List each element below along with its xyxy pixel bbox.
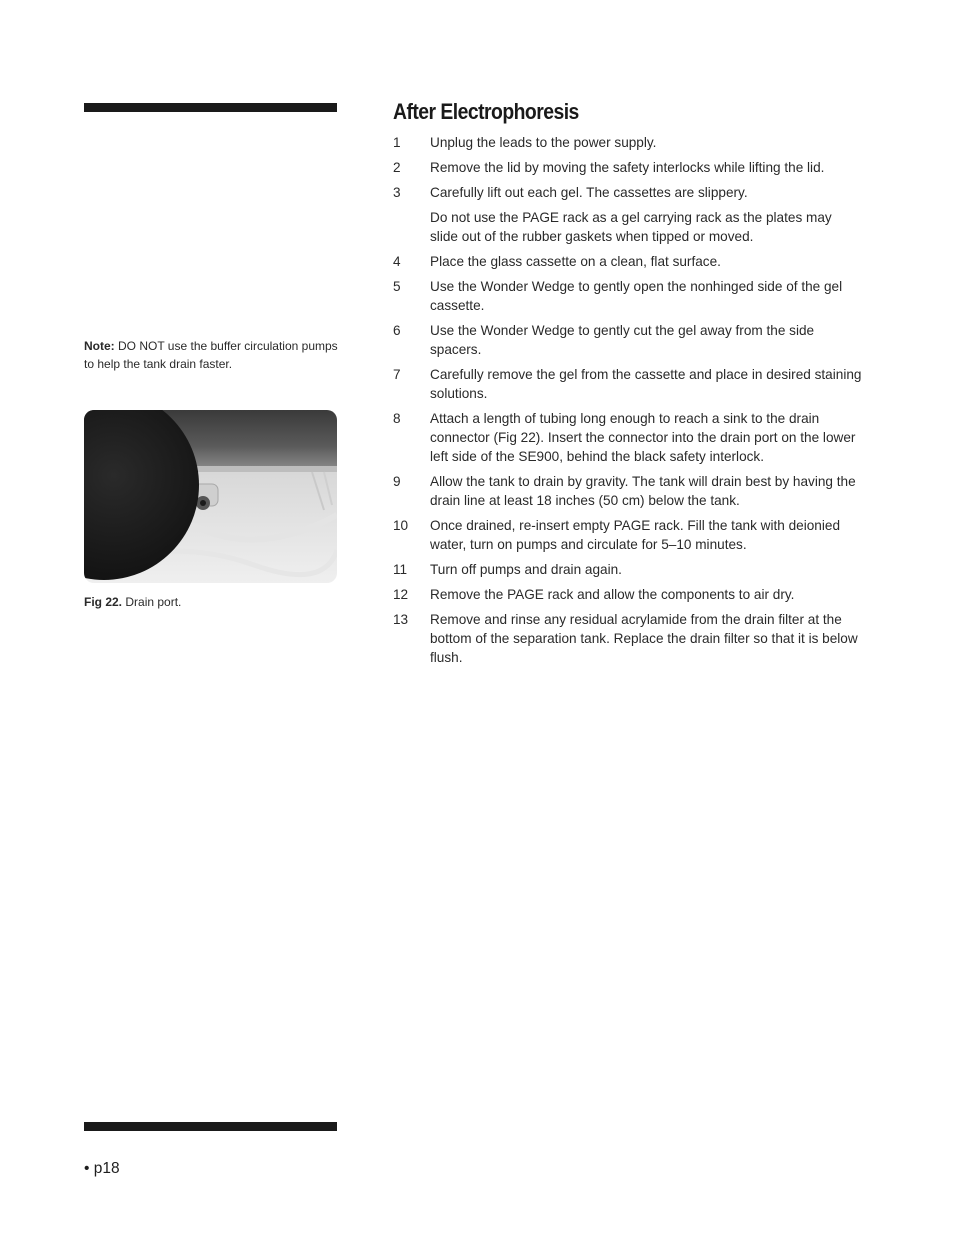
drain-port-photo [84,410,337,583]
step-sub-note [393,208,863,246]
figure-label: Fig 22. [84,595,123,609]
step-text: Use the Wonder Wedge to gently open the nonhinged side of the gel cassette. [430,279,843,313]
step-text: Do not use the PAGE rack as a gel carrying rack as the plates may slide out of the rubber gaskets when tipped or moved. [430,210,832,244]
top-rule [84,103,337,112]
step-item [393,183,863,202]
step-item [393,409,863,466]
step-number: 11 [393,562,408,577]
step-number: 9 [393,474,401,489]
step-item [393,585,863,604]
step-text: Place the glass cassette on a clean, flat surface. [430,254,721,269]
figure-caption-text: Drain port. [125,595,182,609]
step-number: 4 [393,254,401,269]
step-item [393,472,863,510]
section-heading: After Electrophoresis [393,99,579,124]
steps-list [393,133,863,673]
step-text: Use the Wonder Wedge to gently cut the gel away from the side spacers. [430,323,815,357]
step-number: 7 [393,367,401,382]
step-item [393,560,863,579]
step-number: 12 [393,587,409,602]
step-number: 6 [393,323,401,338]
step-item [393,365,863,403]
note-text: DO NOT use the buffer circulation pumps to help the tank drain faster. [84,339,338,371]
step-number: 3 [393,185,401,200]
page-number: • p18 [84,1160,120,1177]
step-item [393,133,863,152]
step-text: Remove the PAGE rack and allow the components to air dry. [430,587,795,602]
step-text: Remove and rinse any residual acrylamide from the drain filter at the bottom of the separation tank. Replace the drain filter so that it is below flush. [430,612,858,665]
step-number: 10 [393,518,409,533]
step-text: Attach a length of tubing long enough to reach a sink to the drain connector (Fig 22). Insert the connector into the drain port on the lower left side of the SE900, behind the black safety interlock. [430,411,856,464]
step-number: 13 [393,612,409,627]
step-number: 2 [393,160,401,175]
step-item [393,610,863,667]
step-text: Unplug the leads to the power supply. [430,135,657,150]
step-number: 1 [393,135,401,150]
step-text: Remove the lid by moving the safety interlocks while lifting the lid. [430,160,825,175]
step-number: 8 [393,411,401,426]
step-text: Turn off pumps and drain again. [430,562,622,577]
note-block [84,338,344,373]
bottom-rule [84,1122,337,1131]
step-text: Allow the tank to drain by gravity. The tank will drain best by having the drain line at least 18 inches (50 cm) below the tank. [430,474,856,508]
step-item [393,277,863,315]
note-label: Note: [84,339,115,353]
drain-port-image [84,410,337,583]
step-text: Once drained, re-insert empty PAGE rack. Fill the tank with deionied water, turn on pumps and circulate for 5–10 minutes. [430,518,841,552]
step-text: Carefully lift out each gel. The cassettes are slippery. [430,185,748,200]
step-number: 5 [393,279,401,294]
step-item [393,252,863,271]
step-text: Carefully remove the gel from the cassette and place in desired staining solutions. [430,367,862,401]
figure-caption [84,595,181,609]
step-item [393,321,863,359]
step-item [393,516,863,554]
step-item [393,158,863,177]
